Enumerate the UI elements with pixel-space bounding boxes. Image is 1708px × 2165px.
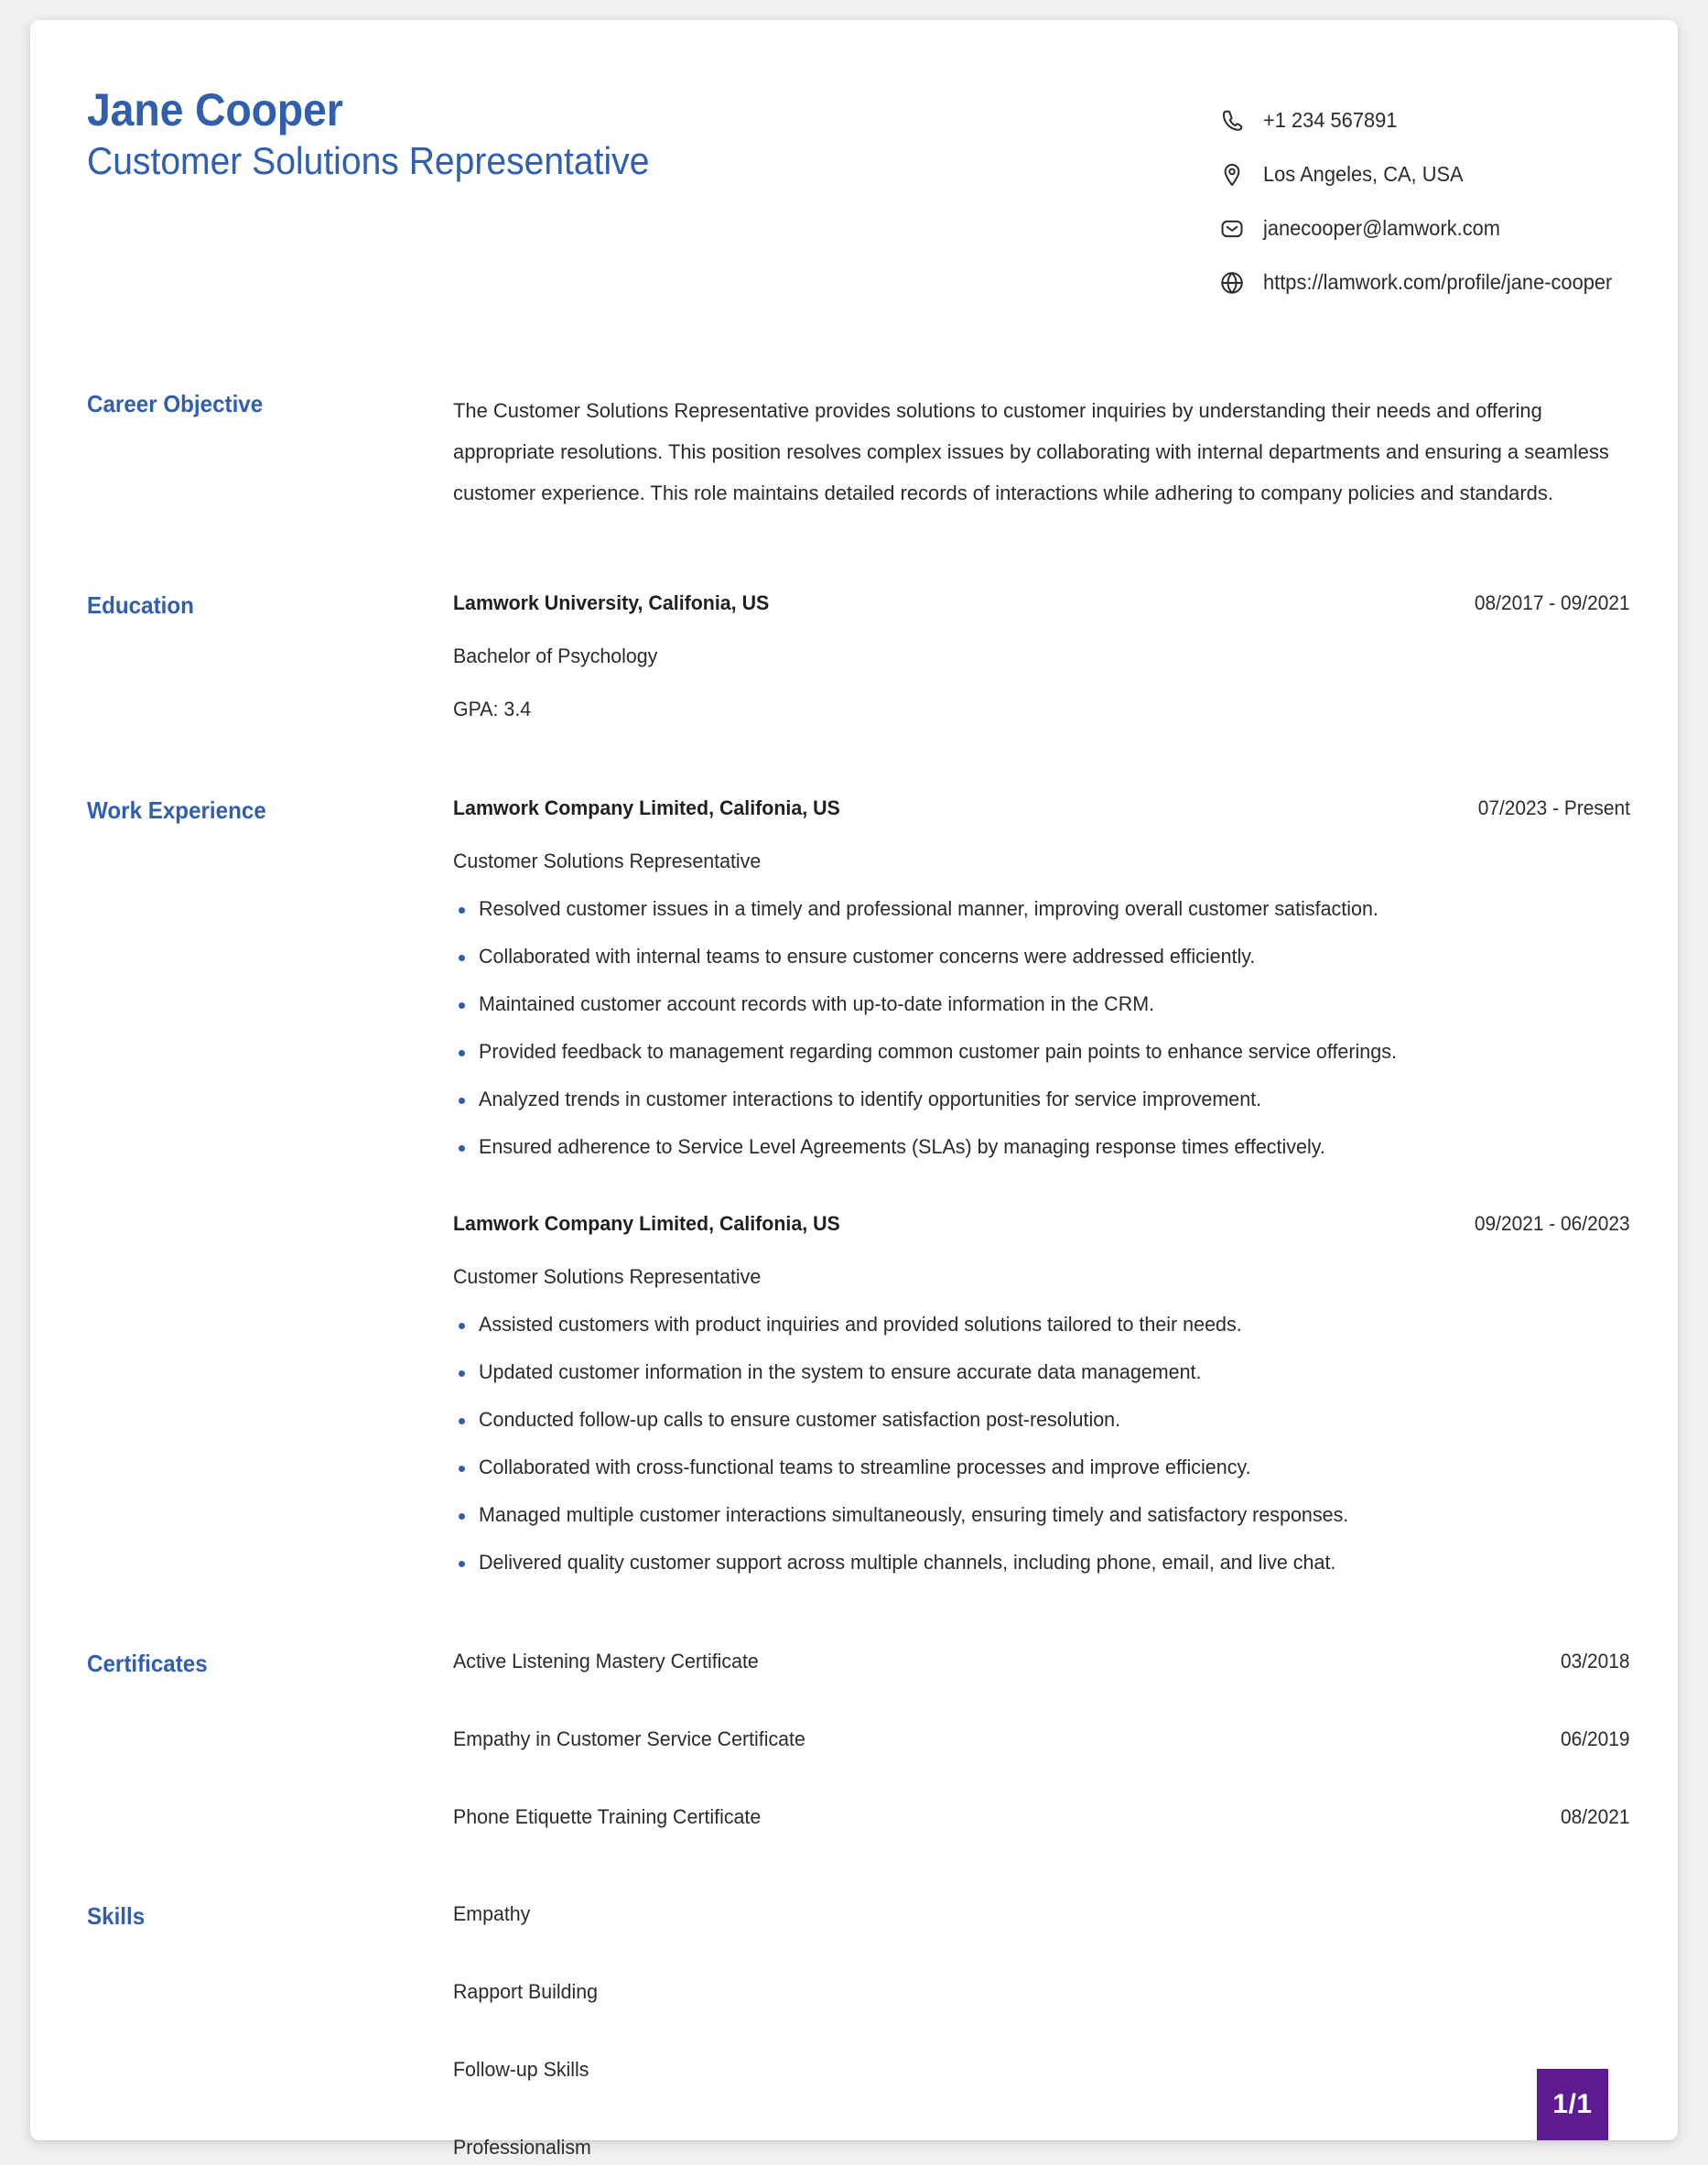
resume-header (30, 20, 1678, 309)
skill-row (453, 1980, 1630, 2004)
contact-item-phone[interactable] (1216, 93, 1630, 147)
contact-item-email[interactable] (1216, 201, 1630, 255)
work-entry (453, 1212, 1630, 1575)
skill-row (453, 1902, 1630, 1926)
education-date-range: 08/2017 - 09/2021 (1475, 591, 1630, 614)
bullet-dot-icon (459, 1418, 465, 1424)
contact-list (1216, 77, 1630, 309)
list-item (453, 1456, 1630, 1479)
work-entry-head (453, 1212, 1630, 1236)
bullet-dot-icon (459, 1002, 465, 1009)
section-body-career-objective (453, 390, 1630, 514)
bullet-dot-icon (459, 955, 465, 961)
work-bullet-text: Provided feedback to management regarding common customer pain points to enhance service offerings. (479, 1040, 1397, 1063)
education-gpa: GPA: 3.4 (453, 698, 532, 720)
section-work-experience (30, 796, 1678, 1575)
bullet-dot-icon (459, 1098, 465, 1104)
work-bullet-text: Collaborated with cross-functional teams to streamline processes and improve efficiency. (479, 1456, 1251, 1478)
bullet-dot-icon (459, 1145, 465, 1152)
resume-page (30, 20, 1678, 2159)
full-name: Jane Cooper (87, 84, 343, 135)
list-item (453, 992, 1630, 1016)
work-bullet-text: Delivered quality customer support across multiple channels, including phone, email, and live chat. (479, 1551, 1336, 1574)
work-bullet-text: Resolved customer issues in a timely and professional manner, improving overall customer satisfaction. (479, 897, 1378, 920)
section-skills (30, 1902, 1678, 2160)
list-item (453, 1360, 1630, 1384)
identity-block (87, 77, 692, 184)
skill-name: Rapport Building (453, 1980, 599, 2003)
contact-item-location[interactable] (1216, 147, 1630, 201)
bullet-dot-icon (459, 1466, 465, 1472)
skill-name: Follow-up Skills (453, 2058, 589, 2081)
bullet-dot-icon (459, 907, 465, 914)
section-heading-skills: Skills (87, 1902, 146, 1930)
work-date-range: 09/2021 - 06/2023 (1475, 1212, 1630, 1235)
phone-icon (1216, 105, 1248, 136)
certificate-row (453, 1727, 1630, 1751)
section-career-objective (30, 390, 1678, 514)
education-institution: Lamwork University, Califonia, US (453, 591, 770, 614)
list-item (453, 945, 1630, 969)
work-bullet-list (453, 897, 1630, 1159)
contact-value-email: janecooper@lamwork.com (1262, 216, 1500, 240)
envelope-icon (1216, 213, 1248, 244)
work-company: Lamwork Company Limited, Califonia, US (453, 796, 840, 819)
skill-row (453, 2058, 1630, 2082)
contact-value-phone: +1 234 567891 (1262, 108, 1398, 132)
certificate-date: 08/2021 (1561, 1805, 1630, 1828)
education-entry (453, 591, 1630, 721)
work-bullet-text: Ensured adherence to Service Level Agreements (SLAs) by managing response times effectively. (479, 1135, 1325, 1158)
work-bullet-text: Updated customer information in the system to ensure accurate data management. (479, 1360, 1202, 1383)
bullet-dot-icon (459, 1050, 465, 1056)
skill-row (453, 2136, 1630, 2160)
education-entry-head (453, 591, 1630, 615)
section-heading-certificates: Certificates (87, 1650, 208, 1677)
certificate-name: Phone Etiquette Training Certificate (453, 1805, 762, 1828)
section-heading-career-objective: Career Objective (87, 390, 264, 417)
list-item (453, 1503, 1630, 1527)
work-bullet-text: Collaborated with internal teams to ensure customer concerns were addressed efficiently. (479, 945, 1256, 968)
location-pin-icon (1216, 159, 1248, 190)
certificate-date: 06/2019 (1561, 1727, 1630, 1750)
certificate-row (453, 1805, 1630, 1829)
contact-value-location: Los Angeles, CA, USA (1262, 162, 1464, 186)
bullet-dot-icon (459, 1323, 465, 1329)
skill-name: Empathy (453, 1902, 531, 1925)
section-body-work-experience (453, 796, 1630, 1575)
work-entry-head (453, 796, 1630, 820)
list-item (453, 1135, 1630, 1159)
work-bullet-text: Analyzed trends in customer interactions to identify opportunities for service improvement. (479, 1088, 1262, 1110)
certificate-name: Empathy in Customer Service Certificate (453, 1727, 805, 1750)
section-body-skills (453, 1902, 1630, 2160)
contact-value-website: https://lamwork.com/profile/jane-cooper (1262, 270, 1612, 294)
work-role: Customer Solutions Representative (453, 1265, 762, 1288)
list-item (453, 1040, 1630, 1064)
work-bullet-text: Conducted follow-up calls to ensure customer satisfaction post-resolution. (479, 1408, 1121, 1431)
certificate-row (453, 1650, 1630, 1673)
skill-name: Professionalism (453, 2136, 591, 2159)
education-degree: Bachelor of Psychology (453, 644, 658, 667)
section-body-certificates (453, 1650, 1630, 1829)
work-bullet-text: Managed multiple customer interactions simultaneously, ensuring timely and satisfactory responses. (479, 1503, 1349, 1526)
section-certificates (30, 1650, 1678, 1829)
section-heading-education: Education (87, 591, 194, 619)
work-bullet-text: Assisted customers with product inquiries and provided solutions tailored to their needs. (479, 1313, 1242, 1336)
job-title: Customer Solutions Representative (87, 139, 650, 182)
work-entry (453, 796, 1630, 1159)
bullet-dot-icon (459, 1513, 465, 1520)
work-bullet-text: Maintained customer account records with up-to-date information in the CRM. (479, 992, 1155, 1015)
bullet-dot-icon (459, 1561, 465, 1567)
list-item (453, 1088, 1630, 1111)
work-role: Customer Solutions Representative (453, 850, 762, 872)
certificate-name: Active Listening Mastery Certificate (453, 1650, 759, 1672)
career-objective-text: The Customer Solutions Representative provides solutions to customer inquiries by understanding their needs and offering appropriate resolutions. This position resolves complex issues by collaborating with internal departments and ensuring a seamless customer experience. This role maintains detailed records of interactions while adhering to company policies and standards. (453, 399, 1609, 504)
section-education (30, 591, 1678, 721)
section-body-education (453, 591, 1630, 721)
globe-icon (1216, 267, 1248, 298)
page-indicator-badge[interactable]: 1/1 (1537, 2069, 1608, 2140)
list-item (453, 897, 1630, 921)
list-item (453, 1551, 1630, 1575)
list-item (453, 1313, 1630, 1337)
work-bullet-list (453, 1313, 1630, 1575)
section-heading-work-experience: Work Experience (87, 796, 266, 824)
work-date-range: 07/2023 - Present (1477, 796, 1630, 819)
bullet-dot-icon (459, 1370, 465, 1377)
work-company: Lamwork Company Limited, Califonia, US (453, 1212, 840, 1235)
list-item (453, 1408, 1630, 1432)
certificate-date: 03/2018 (1561, 1650, 1630, 1672)
contact-item-website[interactable] (1216, 255, 1630, 309)
